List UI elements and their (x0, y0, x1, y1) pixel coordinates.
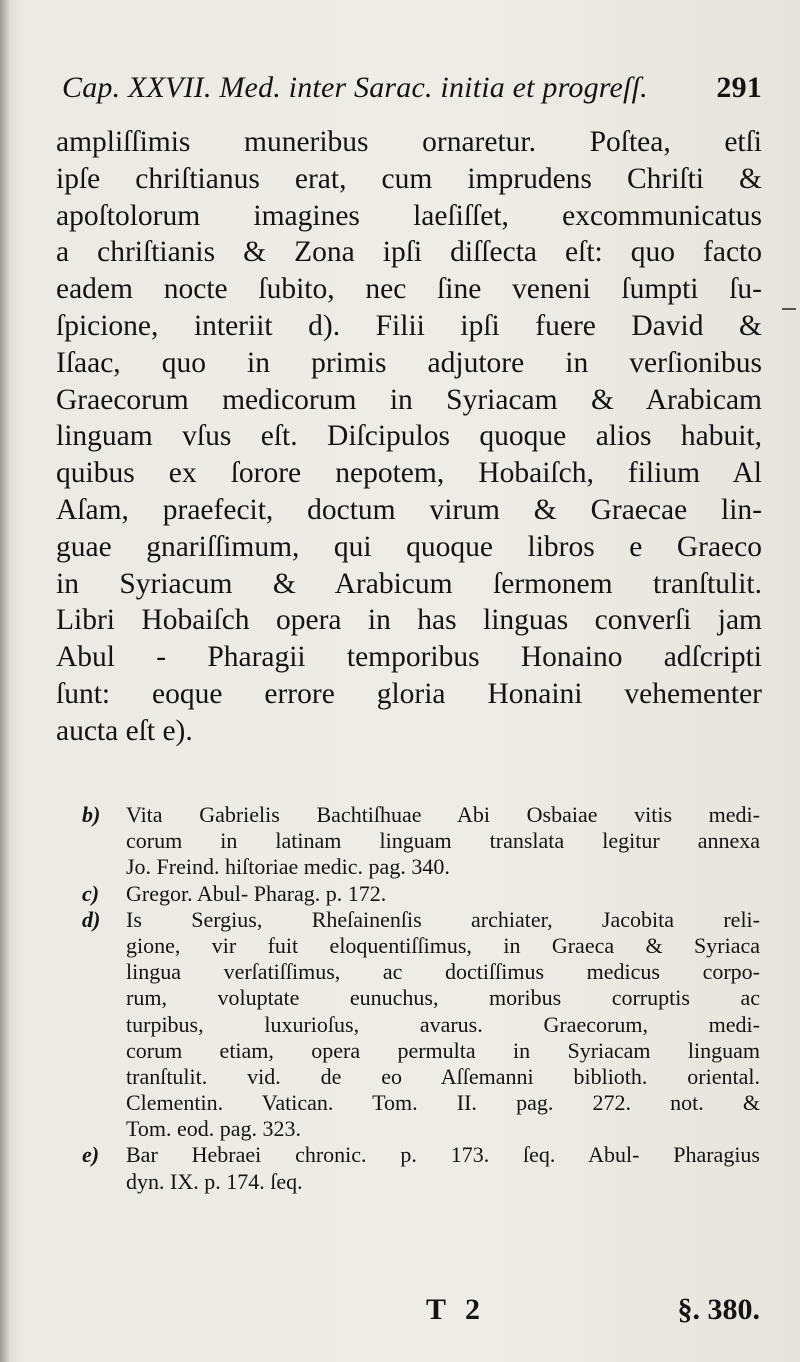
margin-mark (782, 308, 796, 310)
footnote-line: tranſtulit. vid. de eo Aſſemanni biblioth. oriental. (126, 1063, 760, 1089)
main-text (56, 124, 762, 750)
text-line: Libri Hobaiſch opera in has linguas converſi jam (56, 604, 762, 637)
footnote (60, 881, 760, 907)
text-line: a chriſtianis & Zona ipſi diſſecta eſt: quo facto (56, 236, 762, 269)
catchword: §. 380. (677, 1293, 760, 1326)
text-line: linguam vſus eſt. Diſcipulos quoque alios habuit, (56, 420, 762, 453)
footnote-mark: c) (82, 880, 100, 906)
footnote-line: Is Sergius, Rheſainenſis archiater, Jacobita reli- (126, 906, 760, 932)
footnote-line: Bar Hebraei chronic. p. 173. ſeq. Abul- Pharagius (126, 1142, 760, 1168)
text-line: Aſam, praefecit, doctum virum & Graecae lin- (56, 493, 762, 526)
footnotes (60, 802, 760, 1195)
footnote-line: lingua verſatiſſimus, ac doctiſſimus medicus corpo- (126, 959, 760, 985)
text-line: apoſtolorum imagines laeſiſſet, excommunicatus (56, 199, 762, 232)
footnote-line: corum etiam, opera permulta in Syriacam linguam (126, 1037, 760, 1063)
text-line: ipſe chriſtianus erat, cum imprudens Chriſti & (56, 162, 762, 195)
running-head (62, 66, 762, 110)
footnote (60, 802, 760, 881)
footnote-line: Jo. Freind. hiſtoriae medic. pag. 340. (126, 854, 450, 880)
footnote-line: dyn. IX. p. 174. ſeq. (126, 1168, 303, 1194)
footnote-line: corum in latinam linguam translata legitur annexa (126, 828, 760, 854)
footnote-mark: b) (82, 802, 101, 827)
footnote (60, 907, 760, 1143)
footnote-line: gione, vir fuit eloquentiſſimus, in Graeca & Syriaca (126, 932, 760, 958)
footnote-mark: e) (82, 1142, 100, 1168)
running-head-title: Cap. XXVII. Med. inter Sarac. initia et progreſſ. (62, 71, 648, 104)
footnote-line: turpibus, luxurioſus, avarus. Graecorum, medi- (126, 1011, 760, 1037)
footnote-line: Vita Gabrielis Bachtiſhuae Abi Osbaiae vitis medi- (126, 802, 760, 827)
text-line: quibus ex ſorore nepotem, Hobaiſch, filium Al (56, 457, 762, 490)
footnote-line: Tom. eod. pag. 323. (126, 1116, 302, 1142)
text-line: Graecorum medicorum in Syriacam & Arabicam (56, 383, 762, 416)
footnote (60, 1142, 760, 1194)
text-line: Abul - Pharagii temporibus Honaino adſcripti (56, 641, 762, 674)
footnote-mark: d) (82, 906, 101, 932)
text-line: eadem nocte ſubito, nec ſine veneni ſumpti ſu- (56, 273, 762, 306)
footnote-line: rum, voluptate eunuchus, moribus corruptis ac (126, 985, 760, 1011)
text-line: guae gnariſſimum, qui quoque libros e Graeco (56, 530, 762, 563)
text-line: Iſaac, quo in primis adjutore in verſionibus (56, 346, 762, 379)
text-line: ſpicione, interiit d). Filii ipſi fuere David & (56, 309, 762, 342)
footnote-line: Gregor. Abul- Pharag. p. 172. (126, 880, 387, 906)
text-line: ſunt: eoque errore gloria Honaini vehementer (56, 677, 762, 710)
page-footer (60, 1290, 760, 1330)
text-line: aucta eſt e). (56, 714, 193, 747)
page-number: 291 (716, 71, 762, 104)
footnote-line: Clementin. Vatican. Tom. II. pag. 272. not. & (126, 1090, 760, 1116)
text-line: in Syriacum & Arabicum ſermonem tranſtulit. (56, 567, 762, 600)
spine-shadow (0, 0, 10, 1362)
text-line: ampliſſimis muneribus ornaretur. Poſtea, etſi (56, 126, 762, 158)
printer-signature: T 2 (426, 1293, 486, 1326)
